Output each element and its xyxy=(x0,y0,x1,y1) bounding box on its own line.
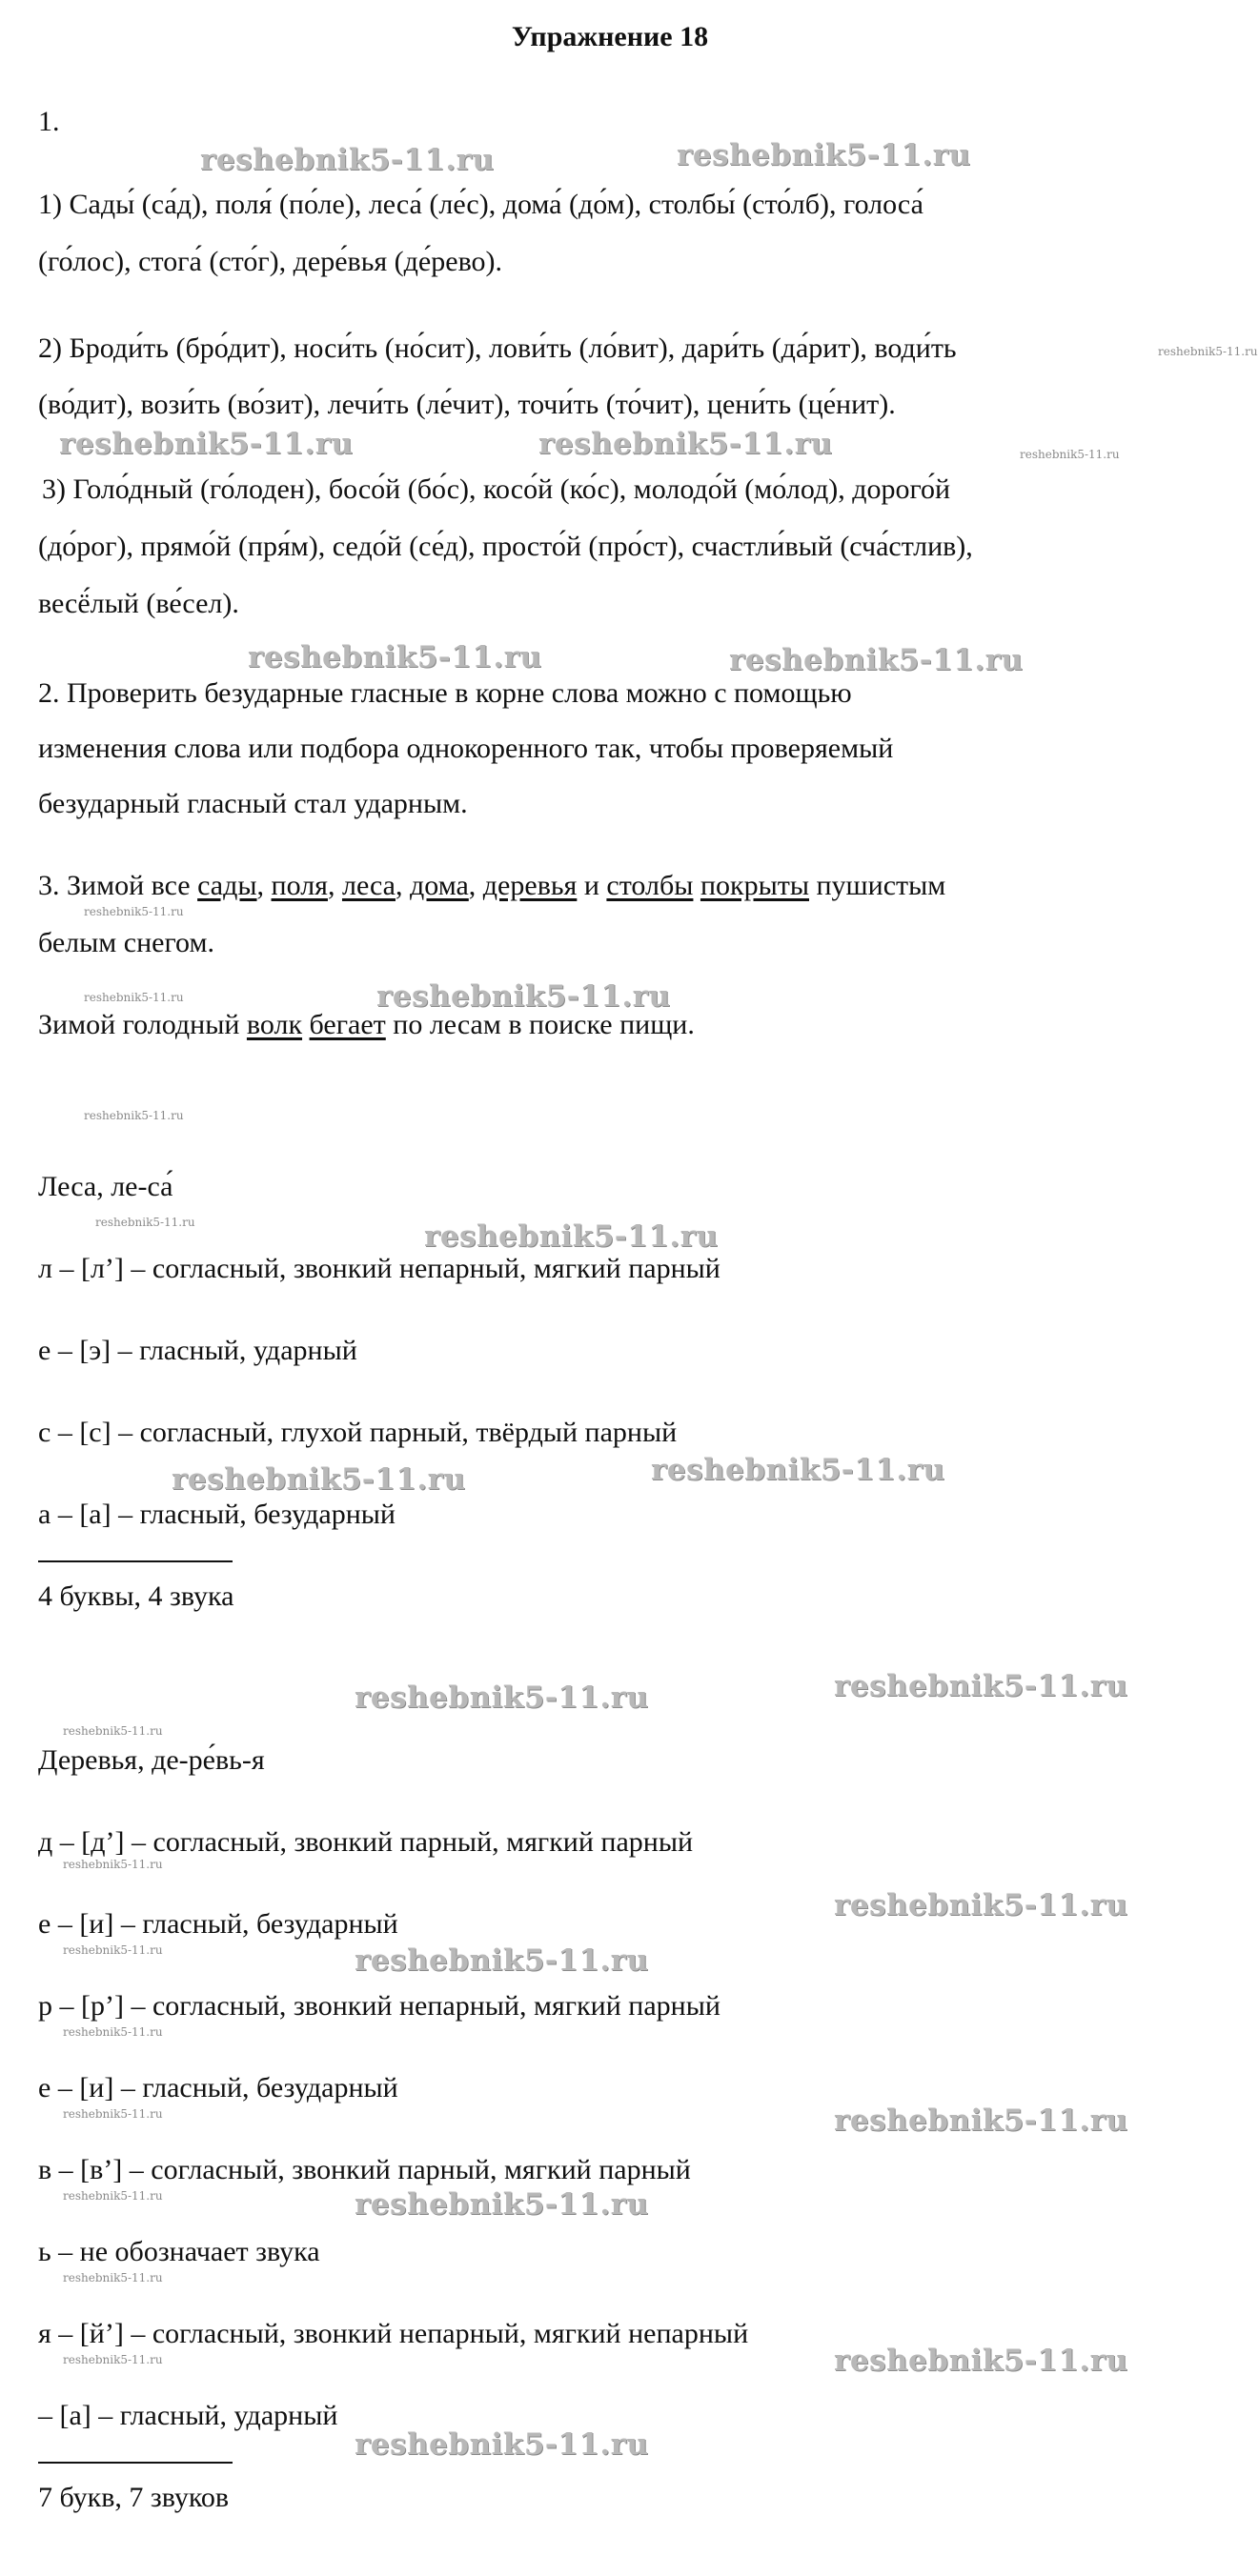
task1-group3-line2: (до́рог), прямо́й (пря́м), седо́й (се́д), просто́й (про́ст), счастли́вый (сча́стлив), xyxy=(38,531,973,562)
task3-sentence1-line1: 3. Зимой все сады, поля, леса, дома, деревья и столбы покрыты пушистым xyxy=(38,870,946,901)
watermark-small: reshebnik5-11.ru xyxy=(84,905,184,918)
watermark: reshebnik5-11.ru xyxy=(651,1453,945,1487)
lesa-divider xyxy=(38,1560,233,1562)
watermark-small: reshebnik5-11.ru xyxy=(63,2025,163,2039)
word-volk: волк xyxy=(246,1009,303,1040)
watermark-small: reshebnik5-11.ru xyxy=(63,2107,163,2121)
watermark: reshebnik5-11.ru xyxy=(424,1219,719,1254)
task1-group1-line1: 1) Сады́ (са́д), поля́ (по́ле), леса́ (ле́с), дома́ (до́м), столбы́ (сто́лб), голоса́ xyxy=(38,189,923,220)
watermark: reshebnik5-11.ru xyxy=(538,427,833,461)
watermark-small: reshebnik5-11.ru xyxy=(63,2353,163,2366)
derevya-row: я – [й’] – согласный, звонкий непарный, мягкий непарный xyxy=(38,2318,749,2349)
task1-number: 1. xyxy=(38,106,60,137)
task1-group1-line2: (го́лос), стога́ (сто́г), дере́вья (де́рево). xyxy=(38,246,503,277)
watermark: reshebnik5-11.ru xyxy=(729,643,1024,677)
word-doma: дома xyxy=(410,870,469,901)
watermark-small: reshebnik5-11.ru xyxy=(63,2189,163,2203)
word-stolby: столбы xyxy=(606,870,694,901)
watermark: reshebnik5-11.ru xyxy=(376,979,671,1014)
word-lesa: леса xyxy=(341,870,396,901)
derevya-row: р – [р’] – согласный, звонкий непарный, мягкий парный xyxy=(38,1990,720,2022)
lesa-row: л – [л’] – согласный, звонкий непарный, мягкий парный xyxy=(38,1253,720,1284)
derevya-row: е – [и] – гласный, безударный xyxy=(38,2072,398,2103)
task1-group3-line3: весё́лый (ве́сел). xyxy=(38,588,239,619)
task1-group2-line1: 2) Броди́ть (бро́дит), носи́ть (но́сит), лови́ть (ло́вит), дари́ть (да́рит), води́ть xyxy=(38,332,957,364)
watermark: reshebnik5-11.ru xyxy=(677,138,971,172)
word-polya: поля xyxy=(271,870,328,901)
word-sady: сады xyxy=(197,870,257,901)
watermark: reshebnik5-11.ru xyxy=(834,2103,1128,2138)
watermark-small: reshebnik5-11.ru xyxy=(84,991,184,1004)
watermark: reshebnik5-11.ru xyxy=(355,1943,649,1978)
lesa-row: а – [а] – гласный, безударный xyxy=(38,1499,396,1530)
watermark: reshebnik5-11.ru xyxy=(355,2427,649,2462)
derevya-row: е – [и] – гласный, безударный xyxy=(38,1908,398,1940)
task3-sentence1-line2: белым снегом. xyxy=(38,927,214,958)
watermark-small: reshebnik5-11.ru xyxy=(63,2271,163,2284)
watermark-small: reshebnik5-11.ru xyxy=(63,1724,163,1738)
task3-sentence2: Зимой голодный волк бегает по лесам в поиске пищи. xyxy=(38,1009,695,1040)
watermark: reshebnik5-11.ru xyxy=(248,640,542,674)
watermark: reshebnik5-11.ru xyxy=(834,1888,1128,1922)
watermark-small: reshebnik5-11.ru xyxy=(1020,448,1120,461)
watermark-small: reshebnik5-11.ru xyxy=(63,1943,163,1957)
watermark-small: reshebnik5-11.ru xyxy=(1158,345,1258,358)
watermark-small: reshebnik5-11.ru xyxy=(63,1858,163,1871)
derevya-row: в – [в’] – согласный, звонкий парный, мягкий парный xyxy=(38,2154,691,2185)
lesa-summary: 4 буквы, 4 звука xyxy=(38,1580,234,1612)
derevya-summary: 7 букв, 7 звуков xyxy=(38,2482,230,2513)
derevya-row: ь – не обозначает звука xyxy=(38,2236,320,2267)
derevya-row: – [а] – гласный, ударный xyxy=(38,2400,338,2431)
derevya-row: д – [д’] – согласный, звонкий парный, мягкий парный xyxy=(38,1826,694,1858)
watermark: reshebnik5-11.ru xyxy=(834,2344,1128,2378)
word-begaet: бегает xyxy=(309,1009,386,1040)
task2-line1: 2. Проверить безударные гласные в корне слова можно с помощью xyxy=(38,677,852,709)
task1-group2-line2: (во́дит), вози́ть (во́зит), лечи́ть (ле́чит), точи́ть (то́чит), цени́ть (це́нит). xyxy=(38,389,896,420)
lesa-row: с – [с] – согласный, глухой парный, твёрдый парный xyxy=(38,1417,678,1448)
task2-line3: безударный гласный стал ударным. xyxy=(38,788,468,819)
watermark: reshebnik5-11.ru xyxy=(172,1462,466,1497)
word-pokryty: покрыты xyxy=(700,870,809,901)
watermark: reshebnik5-11.ru xyxy=(59,427,354,461)
task2-line2: изменения слова или подбора однокоренного так, чтобы проверяемый xyxy=(38,733,894,764)
watermark: reshebnik5-11.ru xyxy=(834,1669,1128,1703)
watermark: reshebnik5-11.ru xyxy=(355,1680,649,1715)
task1-group3-line1: 3) Голо́дный (го́лоден), босо́й (бо́с), косо́й (ко́с), молодо́й (мо́лод), дорого́й xyxy=(42,473,951,505)
watermark: reshebnik5-11.ru xyxy=(200,143,495,177)
watermark-small: reshebnik5-11.ru xyxy=(84,1109,184,1122)
word-derevya: деревья xyxy=(482,870,578,901)
lesa-row: е – [э] – гласный, ударный xyxy=(38,1335,357,1366)
derevya-heading: Деревья, де-ре́вь-я xyxy=(38,1744,265,1776)
lesa-heading: Леса, ле-са́ xyxy=(38,1171,173,1202)
derevya-divider xyxy=(38,2462,233,2464)
watermark: reshebnik5-11.ru xyxy=(355,2187,649,2222)
page-title: Упражнение 18 xyxy=(511,21,709,52)
watermark-small: reshebnik5-11.ru xyxy=(95,1216,195,1229)
